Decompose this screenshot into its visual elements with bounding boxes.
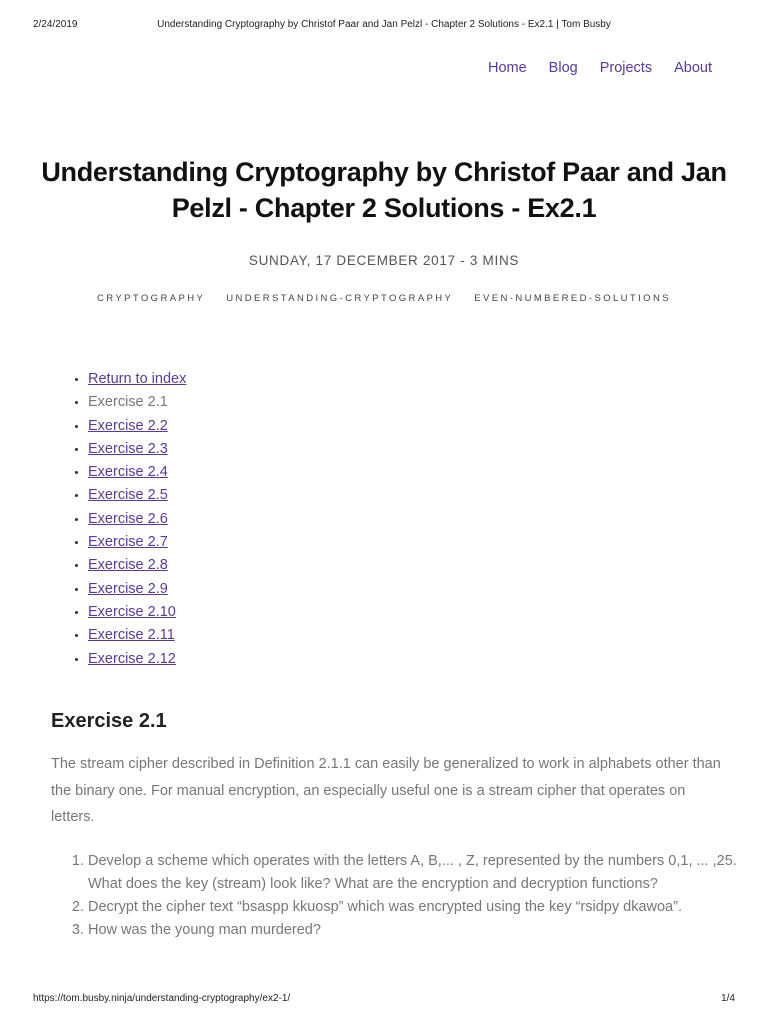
nav-home-link[interactable]: Home [487, 60, 527, 76]
exercise-2-12-link[interactable]: Exercise 2.12 [88, 650, 176, 667]
list-item [88, 484, 186, 507]
print-page-number: 1/4 [721, 993, 735, 1004]
question-item: 1. Develop a scheme which operates with the letters A, B,... , Z, represented by the numbers 0,1, ... ,25. What does the key (stream) look like? What are the encryption and decryption functions? [88, 850, 748, 896]
list-item [88, 531, 186, 554]
list-item [88, 601, 186, 624]
exercise-questions [70, 850, 748, 942]
question-item: 2. Decrypt the cipher text “bsaspp kkuosp” which was encrypted using the key “rsidpy dkawoa”. [88, 896, 748, 919]
exercise-2-2-link[interactable]: Exercise 2.2 [88, 417, 168, 434]
exercise-heading: Exercise 2.1 [51, 710, 167, 732]
list-item [88, 624, 186, 647]
print-date: 2/24/2019 [33, 19, 78, 30]
exercise-2-5-link[interactable]: Exercise 2.5 [88, 487, 168, 504]
post-tags [0, 293, 768, 305]
exercise-2-10-link[interactable]: Exercise 2.10 [88, 603, 176, 620]
post-meta: SUNDAY, 17 DECEMBER 2017 - 3 MINS [248, 253, 520, 268]
exercise-2-8-link[interactable]: Exercise 2.8 [88, 557, 168, 574]
exercise-2-4-link[interactable]: Exercise 2.4 [88, 464, 168, 481]
list-item [88, 648, 186, 671]
list-item [88, 508, 186, 531]
nav-projects-link[interactable]: Projects [599, 60, 653, 76]
top-navigation [488, 58, 712, 78]
list-item [88, 461, 186, 484]
current-exercise-label: Exercise 2.1 [88, 394, 168, 411]
list-item [88, 368, 186, 391]
exercise-2-3-link[interactable]: Exercise 2.3 [88, 440, 168, 457]
list-item [88, 438, 186, 461]
tag-understanding-cryptography[interactable]: UNDERSTANDING-CRYPTOGRAPHY [226, 293, 454, 304]
nav-blog-link[interactable]: Blog [548, 60, 578, 76]
print-url: https://tom.busby.ninja/understanding-cryptography/ex2-1/ [33, 993, 291, 1004]
list-item [88, 391, 186, 414]
list-item [88, 554, 186, 577]
exercise-2-11-link[interactable]: Exercise 2.11 [88, 627, 175, 644]
post-title: Understanding Cryptography by Christof Paar and Jan Pelzl - Chapter 2 Solutions - Ex2.1 [41, 157, 727, 223]
exercise-2-7-link[interactable]: Exercise 2.7 [88, 534, 168, 551]
list-item [88, 578, 186, 601]
list-item [88, 415, 186, 438]
print-page-title: Understanding Cryptography by Christof Paar and Jan Pelzl - Chapter 2 Solutions - Ex2.1 | Tom Busby [157, 19, 611, 30]
nav-about-link[interactable]: About [674, 60, 712, 76]
tag-cryptography[interactable]: CRYPTOGRAPHY [97, 293, 206, 304]
tag-even-numbered-solutions[interactable]: EVEN-NUMBERED-SOLUTIONS [474, 293, 671, 304]
exercise-index-list [70, 368, 186, 671]
exercise-2-9-link[interactable]: Exercise 2.9 [88, 580, 168, 597]
exercise-2-6-link[interactable]: Exercise 2.6 [88, 510, 168, 527]
return-to-index-link[interactable]: Return to index [88, 371, 187, 387]
question-item: 3. How was the young man murdered? [88, 919, 748, 942]
exercise-intro: The stream cipher described in Definition 2.1.1 can easily be generalized to work in alphabets other than the binary one. For manual encryption, an especially useful one is a stream cipher that operates on letters. [51, 756, 721, 825]
